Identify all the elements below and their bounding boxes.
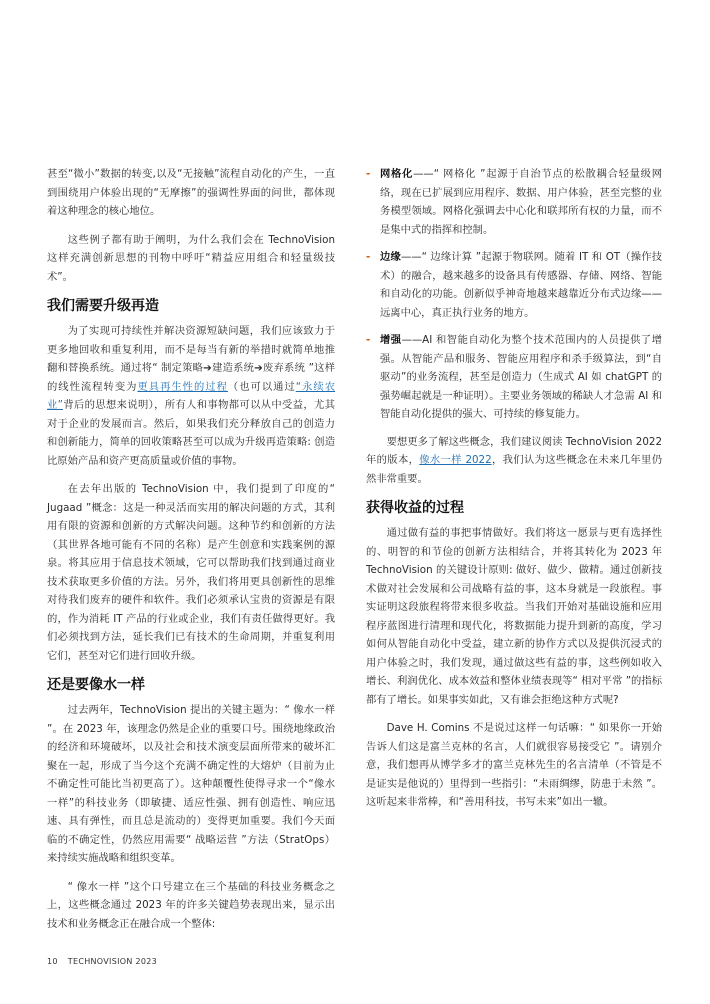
page-number: 10 xyxy=(47,957,58,966)
bullet-item xyxy=(366,165,662,239)
paragraph: “ 像水一样 ”这个口号建立在三个基础的科技业务概念之上，这些概念通过 2023 年的许多关键趋势表现出来，显示出技术和业务概念正在融合成一个整体: xyxy=(47,880,335,930)
paragraph xyxy=(47,322,335,470)
bullet-item xyxy=(366,248,662,322)
paragraph-text: 为了实现可持续性并解决资源短缺问题，我们应该致力于更多地回收和重复利用，而不是每当有新的举措时就简单地推翻和替换系统。通过将“ 制定策略➔建造系统➔废弃系统 ”这样的线性流程转变为 xyxy=(47,325,335,393)
bullet-dash-icon: - xyxy=(366,251,371,263)
bullet-text: ——“ 边缘计算 ”起源于物联网。随着 IT 和 OT（操作技术）的融合，越来越多的设备具有传感器、存储、网络、智能和自动化的功能。创新似乎神奇地越来越靠近分布式边缘——远离中心，真正执行业务的地方。 xyxy=(380,251,663,319)
regenerative-process-link[interactable]: 更具再生性的过程 xyxy=(137,380,228,393)
section-heading: 我们需要升级再造 xyxy=(47,298,159,314)
bullet-text: ——AI 和智能自动化为整个技术范围内的人员提供了增强。从智能产品和服务、智能应用程序和杀手级算法，到“自驱动”的业务流程，甚至是创造力（生成式 AI 如 chatGPT 的强势崛起就是一种证明）。主要业务领域的稀缺人才急需 AI 和智能自动化提供的强大、可持续的修复能力。 xyxy=(380,334,663,420)
paragraph-text: （也可以通过 xyxy=(227,380,296,393)
paragraph: 通过做有益的事把事情做好。我们将这一愿景与更有选择性的、明智的和节俭的创新方法相结合，并将其转化为 2023 年 TechnoVision 的关键设计原则: 做好、做少、做精。通过创新技术做对社会发展和公司战略有益的事，这本身就是一段旅程。事实证明这段旅程将带来很多收益。当我们开始对基础设施和应用程序蓝图进行清理和现代化，将数据能力提升到新的高度，学习如何从智能自动化中受益，建立新的协作方式以及提供沉浸式的用户体验之时，我们发现，通过做这些有益的事，这些例如收入增长、利润优化、成本效益和整体业绩表现等“ 相对平常 ”的指标都有了增长。如果事实如此，又有谁会拒绝这种方式呢? xyxy=(366,527,662,706)
bullet-dash-icon: - xyxy=(366,168,371,180)
bullet-item xyxy=(366,331,662,424)
publication-name: TECHNOVISION 2023 xyxy=(67,957,158,966)
paragraph-text: 背后的思想来说明），所有人和事物都可以从中受益，尤其对于企业的发展而言。然后，如果我们充分释放自己的创造力和创新能力，简单的回收策略甚至可以成为升级再造策略: 创造比原始产品和资产更高质量或价值的事物。 xyxy=(47,399,335,467)
left-column xyxy=(47,165,335,943)
bullet-term: 增强 xyxy=(380,334,402,346)
paragraph-text: 要想更多了解这些概念，我们建议阅读 TechnoVision 2022 年的版本， xyxy=(366,435,662,466)
paragraph: 甚至“微小”数据的转变,以及“无接触”流程自动化的产生，一直到围绕用户体验出现的“无摩擦”的强调性界面的问世，都体现着这种理念的核心地位。 xyxy=(47,168,335,217)
like-water-2022-link[interactable]: 像水一样 2022 xyxy=(419,454,492,466)
bullet-term: 边缘 xyxy=(380,251,401,263)
page-footer xyxy=(47,957,157,966)
paragraph xyxy=(366,433,662,489)
section-heading: 获得收益的过程 xyxy=(366,500,464,516)
bullet-dash-icon: - xyxy=(366,334,371,346)
permaculture-link[interactable]: “永续农业” xyxy=(47,380,336,411)
paragraph: 过去两年，TechnoVision 提出的关键主题为：“ 像水一样 ”。在 2023 年，该理念仍然是企业的重要口号。围绕地缘政治的经济和环境破坏，以及社会和技术演变层面所带来的破坏汇聚在一起，形成了当今这个充满不确定性的大熔炉（目前为止不确定性可能比当初更高了）。这种颠覆性使得寻求一个“像水一样”的科技业务（即敏捷、适应性强、拥有创造性、响应迅速、具有弹性，而且总是流动的）变得更加重要。我们今天面临的不确定性，仍然应用需要“ 战略运营 ”方法（StratOps）来持续实施战略和组织变革。 xyxy=(47,704,335,864)
paragraph: 在去年出版的 TechnoVision 中，我们提到了印度的“ Jugaad ”概念：这是一种灵活而实用的解决问题的方式，其利用有限的资源和创新的方式解决问题。这种节约和创新的方法（其世界各地可能有不同的名称）是产生创意和实践案例的源泉。将其应用于信息技术领域，它可以帮助我们找到通过商业技术获取更多价值的方法。另外，我们将用更具创新性的思维对待我们废弃的硬件和软件。我们必须承认宝贵的资源是有限的，作为消耗 IT 产品的行业或企业，我们有责任做得更好。我们必须找到方法，延长我们已有技术的生命周期，并重复利用它们，甚至对它们进行回收升级。 xyxy=(47,483,335,662)
bullet-term: 网格化 xyxy=(380,168,414,180)
paragraph: 这些例子都有助于阐明，为什么我们会在 TechnoVision 这样充满创新思想的刊物中呼吁“精益应用组合和轻量级技术”。 xyxy=(47,233,335,283)
section-heading: 还是要像水一样 xyxy=(47,677,145,693)
paragraph-text: ，我们认为这些概念在未来几年里仍然非常重要。 xyxy=(366,454,663,485)
right-column xyxy=(366,165,662,822)
paragraph: Dave H. Comins 不是说过这样一句话嘛：“ 如果你一开始告诉人们这是富兰克林的名言，人们就很容易接受它 ”。请别介意，我们想再从博学多才的富兰克林先生的名言清单（不管是不是证实是他说的）里得到一些指引：“未雨绸缪，防患于未然 ”。这听起来非常棒，和“善用科技，书写未来”如出一辙。 xyxy=(366,722,662,808)
bullet-text: ——“ 网格化 ”起源于自治节点的松散耦合轻量级网络，现在已扩展到应用程序、数据、用户体验，甚至完整的业务模型领域。网格化强调去中心化和联邦所有权的力量，而不是集中式的指挥和控制。 xyxy=(380,168,663,236)
